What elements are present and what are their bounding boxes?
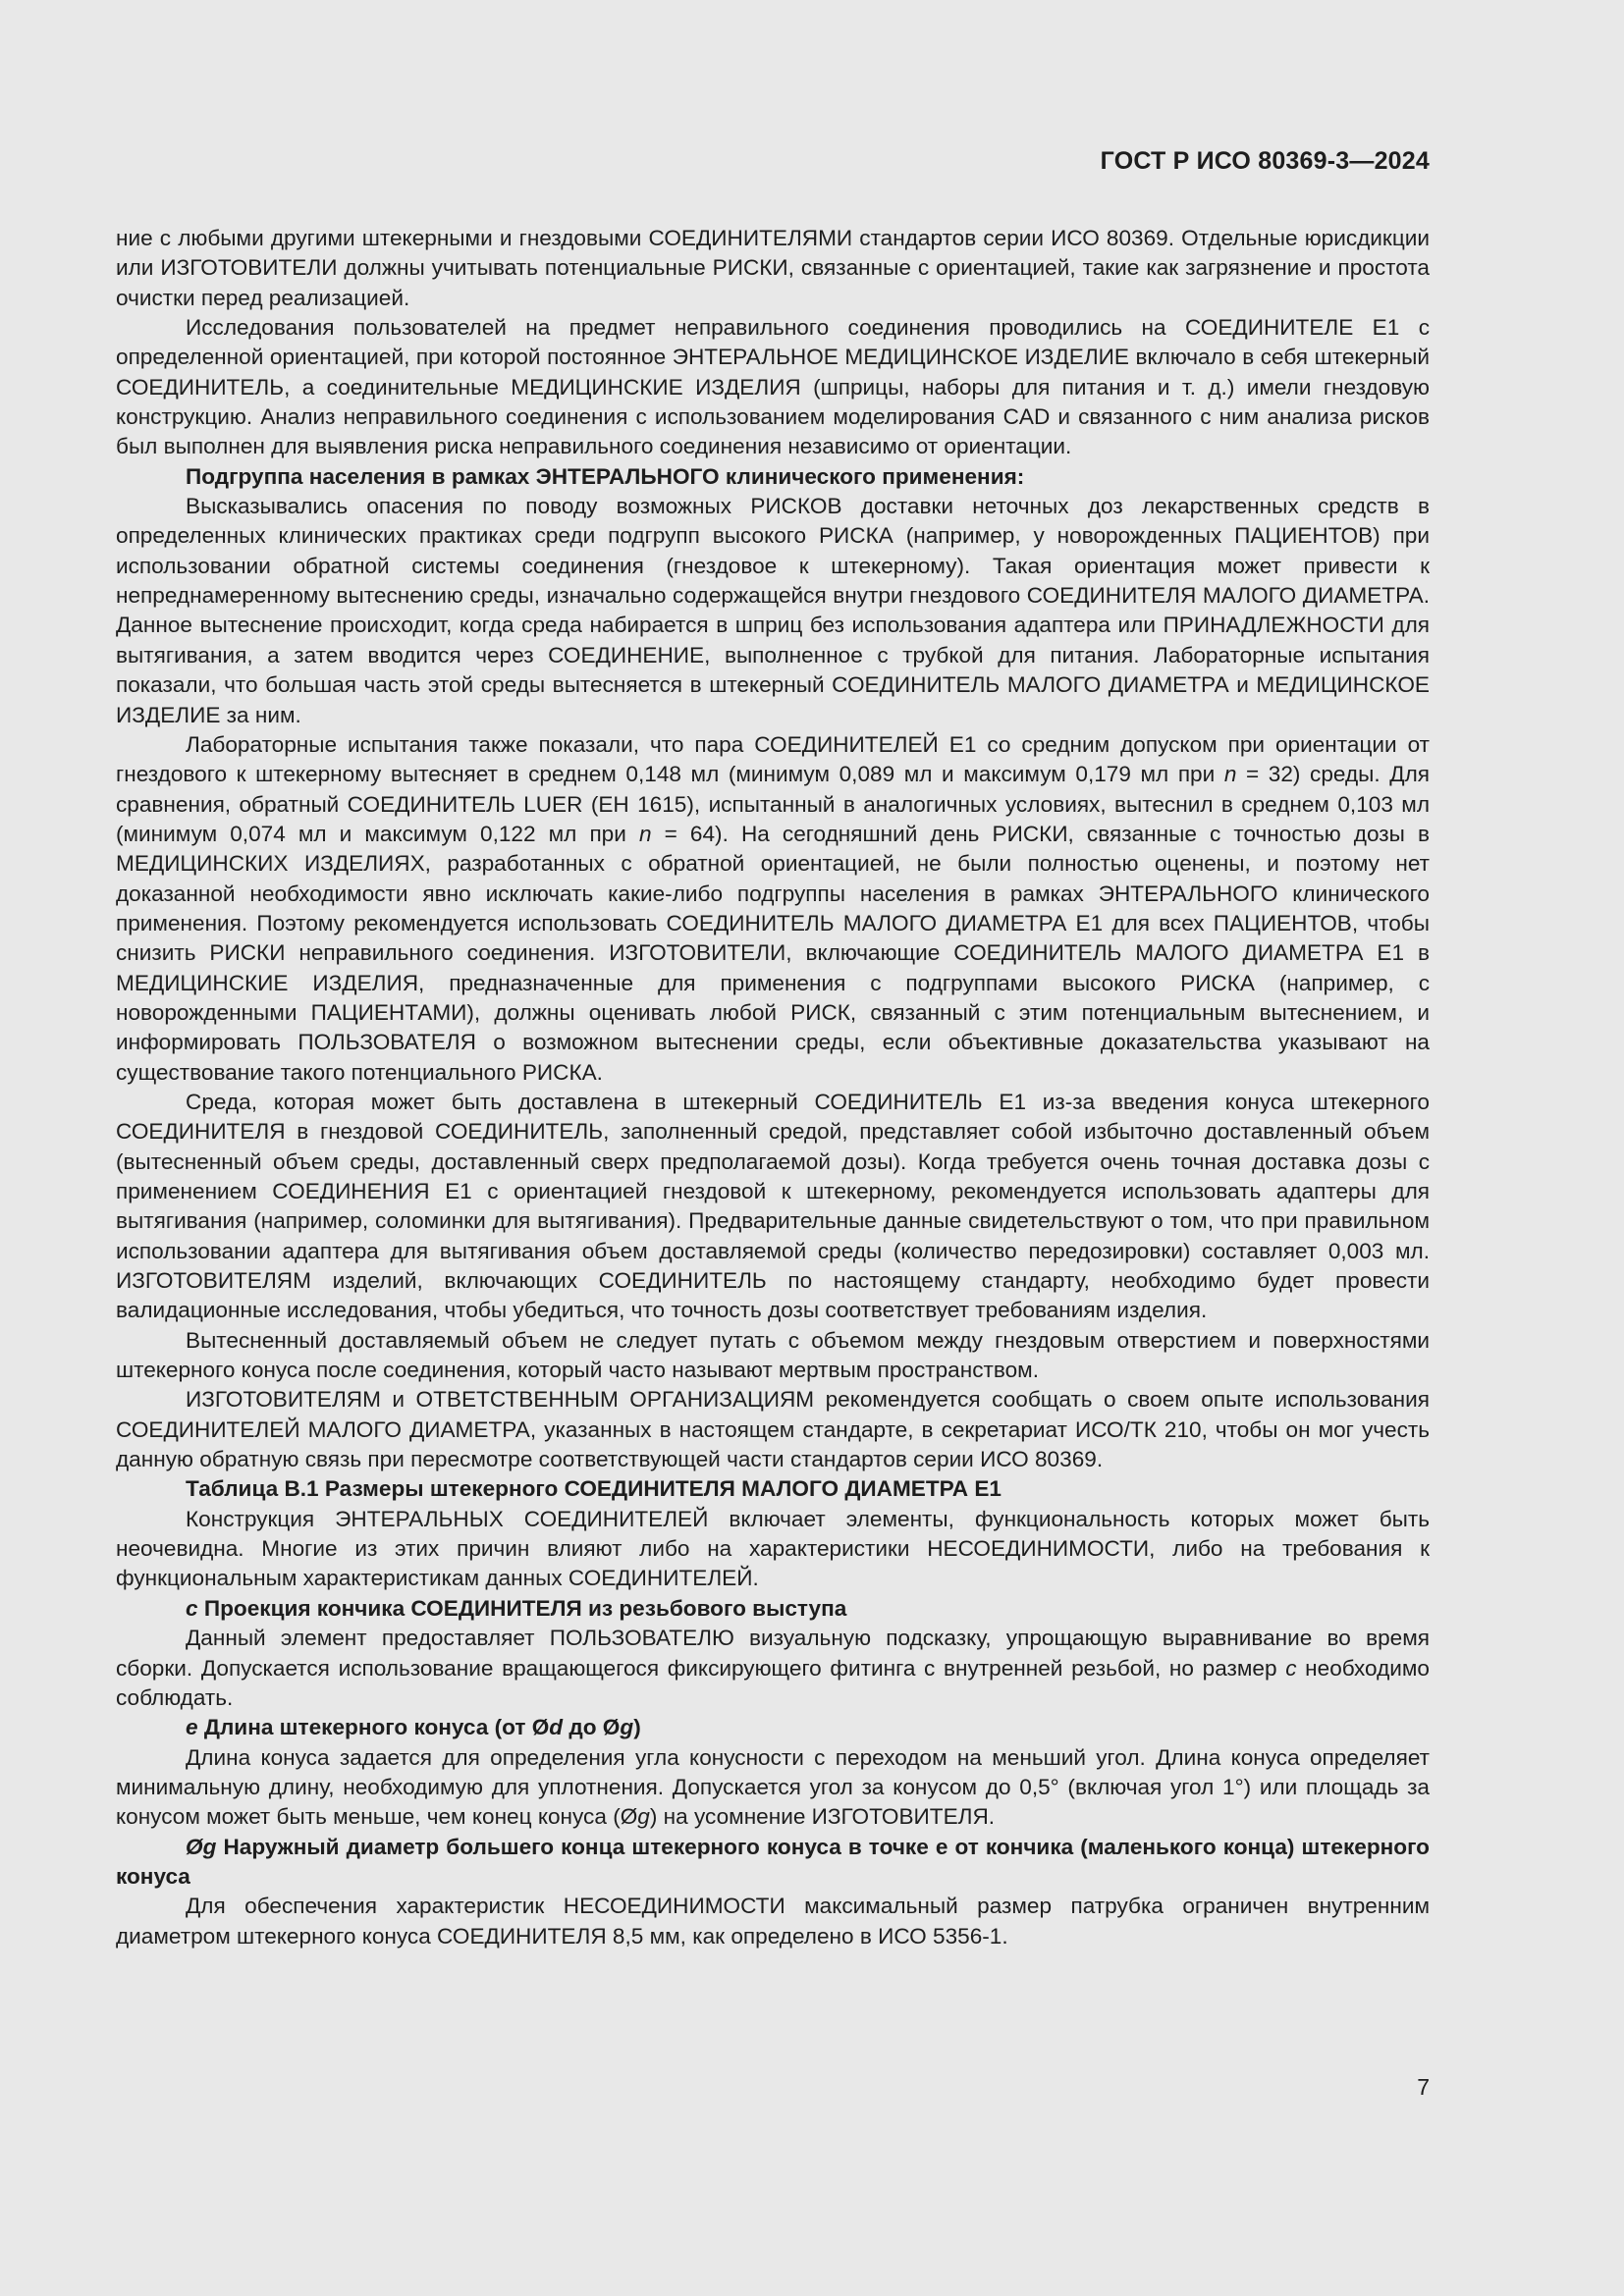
paragraph xyxy=(116,1624,1430,1713)
page-number: 7 xyxy=(1417,2074,1430,2100)
italic-symbol: n xyxy=(638,821,652,846)
paragraph: Для обеспечения характеристик НЕСОЕДИНИМОСТИ максимальный размер патрубка ограничен внутренним диаметром штекерного конуса СОЕДИНИТЕЛЯ 8,5 мм, как определено в ИСО 5356-1. xyxy=(116,1894,1430,1949)
text-run: Лабораторные испытания также показали, что пара СОЕДИНИТЕЛЕЙ Е1 со средним допуском при ориентации от гнездового к штекерному вытесняет в среднем 0,148 мл (минимум 0,089 мл и максимум 0,179 мл при xyxy=(116,731,1430,787)
text-run: Длина конуса задается для определения угла конусности с переходом на меньший угол. Длина конуса определяет минимальную длину, необходимую для уплотнения. Допускается угол за конусом до 0,5° (включая угол 1°) или площадь за конусом может быть меньше, чем конец конуса (Ø xyxy=(116,1744,1430,1830)
text-run: ) xyxy=(633,1715,641,1740)
paragraph: Исследования пользователей на предмет неправильного соединения проводились на СОЕДИНИТЕЛЕ Е1 с определенной ориентацией, при которой постоянное ЭНТЕРАЛЬНОЕ МЕДИЦИНСКОЕ ИЗДЕЛИЕ включало в себя штекерный СОЕДИНИТЕЛЬ, а соединительные МЕДИЦИНСКИЕ ИЗДЕЛИЯ (шприцы, наборы для питания и т. д.) имели гнездовую конструкцию. Анализ неправильного соединения с использованием моделирования CAD и связанного с ним анализа рисков был выполнен для выявления риска неправильного соединения независимо от ориентации. xyxy=(116,315,1430,459)
text-run: Длина штекерного конуса (от Ø xyxy=(197,1715,550,1740)
dimension-heading xyxy=(116,1713,1430,1742)
italic-symbol: g xyxy=(637,1804,650,1830)
paragraph: ИЗГОТОВИТЕЛЯМ и ОТВЕТСТВЕННЫМ ОРГАНИЗАЦИЯМ рекомендуется сообщать о своем опыте использования СОЕДИНИТЕЛЕЙ МАЛОГО ДИАМЕТРА, указанных в настоящем стандарте, в секретариат ИСО/ТК 210, чтобы он мог учесть данную обратную связь при пересмотре соответствующей части стандартов серии ИСО 80369. xyxy=(116,1387,1430,1472)
italic-symbol: g xyxy=(620,1715,634,1740)
page-body xyxy=(116,224,1430,1951)
text-run: ) на усомнение ИЗГОТОВИТЕЛЯ. xyxy=(649,1804,996,1830)
dimension-heading xyxy=(116,1594,1430,1624)
text-run: до Ø xyxy=(563,1715,621,1740)
italic-symbol: c xyxy=(186,1595,198,1621)
paragraph xyxy=(116,730,1430,1088)
italic-symbol: c xyxy=(1285,1655,1297,1681)
text-run: необходимо соблюдать. xyxy=(116,1655,1430,1710)
paragraph: Высказывались опасения по поводу возможных РИСКОВ доставки неточных доз лекарственных средств в определенных клинических практиках среди подгрупп высокого РИСКА (например, у новорожденных ПАЦИЕНТОВ) при использовании обратной системы соединения (гнездовое к штекерному). Такая ориентация может привести к непреднамеренному вытеснению среды, изначально содержащейся внутри гнездового СОЕДИНИТЕЛЯ МАЛОГО ДИАМЕТРА. Данное вытеснение происходит, когда среда набирается в шприц без использования адаптера или ПРИНАДЛЕЖНОСТИ для вытягивания, а затем вводится через СОЕДИНЕНИЕ, выполненное с трубкой для питания. Лабораторные испытания показали, что большая часть этой среды вытесняется в штекерный СОЕДИНИТЕЛЬ МАЛОГО ДИАМЕТРА и МЕДИЦИНСКОЕ ИЗДЕЛИЕ за ним. xyxy=(116,494,1430,727)
paragraph: Вытесненный доставляемый объем не следует путать с объемом между гнездовым отверстием и поверхностями штекерного конуса после соединения, который часто называют мертвым пространством. xyxy=(116,1327,1430,1383)
italic-symbol: e xyxy=(186,1715,198,1740)
paragraph: ние с любыми другими штекерными и гнездовыми СОЕДИНИТЕЛЯМИ стандартов серии ИСО 80369. Отдельные юрисдикции или ИЗГОТОВИТЕЛИ должны учитывать потенциальные РИСКИ, связанные с ориентацией, такие как загрязнение и простота очистки перед реализацией. xyxy=(116,226,1430,310)
paragraph: Конструкция ЭНТЕРАЛЬНЫХ СОЕДИНИТЕЛЕЙ включает элементы, функциональность которых может быть неочевидна. Многие из этих причин влияют либо на характеристики НЕСОЕДИНИМОСТИ, либо на требования к функциональным характеристикам данных СОЕДИНИТЕЛЕЙ. xyxy=(116,1506,1430,1591)
text-run: Проекция кончика СОЕДИНИТЕЛЯ из резьбового выступа xyxy=(197,1595,847,1621)
text-run: Наружный диаметр большего конца штекерного конуса в точке е от кончика (маленького конца) штекерного конуса xyxy=(116,1834,1430,1889)
paragraph: Среда, которая может быть доставлена в штекерный СОЕДИНИТЕЛЬ Е1 из-за введения конуса штекерного СОЕДИНИТЕЛЯ в гнездовой СОЕДИНИТЕЛЬ, заполненный средой, представляет собой избыточно доставленный объем (вытесненный объем среды, доставленный сверх предполагаемой дозы). Когда требуется очень точная доставка дозы с применением СОЕДИНЕНИЯ Е1 с ориентацией гнездовой к штекерному, рекомендуется использовать адаптеры для вытягивания (например, соломинки для вытягивания). Предварительные данные свидетельствуют о том, что при правильном использовании адаптера для вытягивания объем доставляемой среды (количество передозировки) составляет 0,003 мл. ИЗГОТОВИТЕЛЯМ изделий, включающих СОЕДИНИТЕЛЬ по настоящему стандарту, необходимо будет провести валидационные исследования, чтобы убедиться, что точность дозы соответствует требованиям изделия. xyxy=(116,1089,1430,1323)
document-header: ГОСТ Р ИСО 80369-3—2024 xyxy=(1100,147,1430,175)
section-heading: Подгруппа населения в рамках ЭНТЕРАЛЬНОГО клинического применения: xyxy=(186,463,1025,489)
text-run: = 32) среды. Для сравнения, обратный СОЕДИНИТЕЛЬ LUER (ЕН 1615), испытанный в аналогичных условиях, вытеснил в среднем 0,103 мл (минимум 0,074 мл и максимум 0,122 мл при xyxy=(116,762,1430,846)
dimension-heading xyxy=(116,1833,1430,1893)
table-heading: Таблица В.1 Размеры штекерного СОЕДИНИТЕЛЯ МАЛОГО ДИАМЕТРА Е1 xyxy=(186,1476,1001,1502)
italic-symbol: n xyxy=(1223,762,1237,787)
text-run: Данный элемент предоставляет ПОЛЬЗОВАТЕЛЮ визуальную подсказку, упрощающую выравнивание во время сборки. Допускается использование вращающегося фиксирующего фитинга с внутренней резьбой, но размер xyxy=(116,1626,1430,1681)
text-run: = 64). На сегодняшний день РИСКИ, связанные с точностью дозы в МЕДИЦИНСКИХ ИЗДЕЛИЯХ, разработанных с обратной ориентацией, не были полностью оценены, и поэтому нет доказанной необходимости явно исключать какие-либо подгруппы населения в рамках ЭНТЕРАЛЬНОГО клинического применения. Поэтому рекомендуется использовать СОЕДИНИТЕЛЬ МАЛОГО ДИАМЕТРА Е1 для всех ПАЦИЕНТОВ, чтобы снизить РИСКИ неправильного соединения. ИЗГОТОВИТЕЛИ, включающие СОЕДИНИТЕЛЬ МАЛОГО ДИАМЕТРА Е1 в МЕДИЦИНСКИЕ ИЗДЕЛИЯ, предназначенные для применения с подгруппами высокого РИСКА (например, с новорожденными ПАЦИЕНТАМИ), должны оценивать любой РИСК, связанный с этим потенциальным вытеснением, и информировать ПОЛЬЗОВАТЕЛЯ о возможном вытеснении среды, если объективные доказательства указывают на существование такого потенциального РИСКА. xyxy=(116,821,1430,1085)
italic-symbol: d xyxy=(549,1715,564,1740)
italic-symbol: Øg xyxy=(186,1834,217,1859)
paragraph xyxy=(116,1743,1430,1833)
